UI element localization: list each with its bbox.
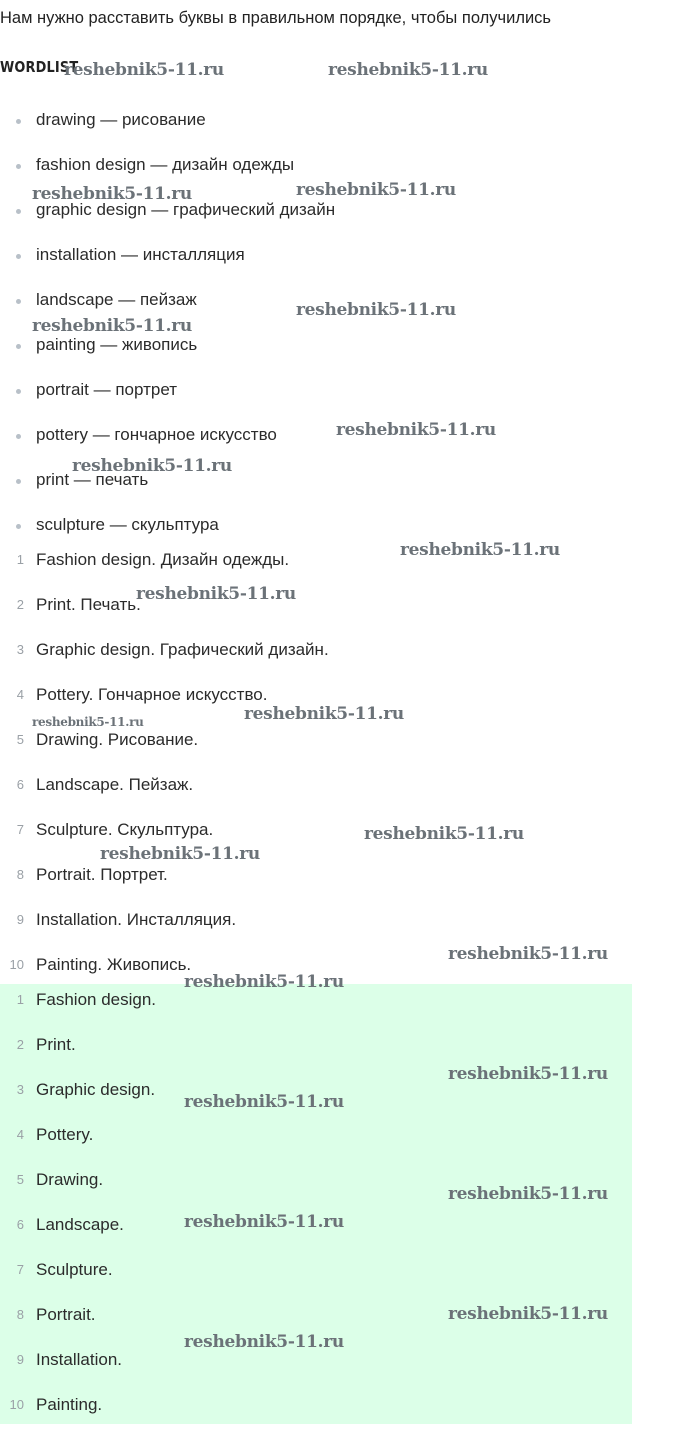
item-number: 5 [16, 1172, 24, 1187]
list-item [0, 196, 632, 226]
list-item [0, 241, 632, 271]
list-item-text: Portrait. [36, 1305, 96, 1324]
bullet-icon [16, 479, 21, 484]
list-item [0, 1031, 632, 1061]
item-number: 3 [16, 1082, 24, 1097]
list-item-text: Graphic design. Графический дизайн. [36, 640, 329, 659]
watermark: reshebnik5-11.ru [400, 540, 560, 560]
item-number: 1 [16, 552, 24, 567]
bullet-icon [16, 524, 21, 529]
list-item-text: Print. [36, 1035, 76, 1054]
list-item [0, 1076, 632, 1106]
list-item [0, 726, 632, 756]
watermark: reshebnik5-11.ru [448, 944, 608, 964]
list-item [0, 861, 632, 891]
list-item-text: print — печать [36, 470, 149, 489]
list-item [0, 986, 632, 1016]
watermark: reshebnik5-11.ru [448, 1064, 608, 1084]
list-item-text: drawing — рисование [36, 110, 206, 129]
list-item [0, 1256, 632, 1286]
item-number: 1 [16, 992, 24, 1007]
list-item-text: Portrait. Портрет. [36, 865, 168, 884]
bullet-icon [16, 209, 21, 214]
item-number: 6 [16, 1217, 24, 1232]
list-item [0, 106, 632, 136]
list-item [0, 286, 632, 316]
watermark: reshebnik5-11.ru [448, 1184, 608, 1204]
watermark: reshebnik5-11.ru [32, 316, 192, 336]
watermark: reshebnik5-11.ru [336, 420, 496, 440]
list-item [0, 591, 632, 621]
item-number: 5 [16, 732, 24, 747]
watermark: reshebnik5-11.ru [364, 824, 524, 844]
watermark: reshebnik5-11.ru [136, 584, 296, 604]
item-number: 9 [16, 1352, 24, 1367]
item-number: 9 [16, 912, 24, 927]
list-item-text: Graphic design. [36, 1080, 156, 1099]
bullet-icon [16, 299, 21, 304]
list-item [0, 1166, 632, 1196]
list-item-text: Fashion design. [36, 990, 157, 1009]
bullet-icon [16, 254, 21, 259]
watermark: reshebnik5-11.ru [296, 300, 456, 320]
bullet-icon [16, 344, 21, 349]
list-item-text: Pottery. [36, 1125, 94, 1144]
list-item [0, 816, 632, 846]
list-item [0, 1211, 632, 1241]
item-number: 4 [16, 687, 24, 702]
item-number: 10 [9, 957, 24, 972]
list-item [0, 1121, 632, 1151]
list-item-text: Sculpture. [36, 1260, 113, 1279]
item-number: 3 [16, 642, 24, 657]
list-item-text: Installation. [36, 1350, 122, 1369]
watermark: reshebnik5-11.ru [184, 1092, 344, 1112]
list-item-text: sculpture — скульптура [36, 515, 219, 534]
list-item-text: fashion design — дизайн одежды [36, 155, 295, 174]
bullet-icon [16, 434, 21, 439]
list-item-text: installation — инсталляция [36, 245, 245, 264]
wordlist-heading: WORDLIST [0, 58, 79, 76]
list-item [0, 636, 632, 666]
watermark: reshebnik5-11.ru [244, 704, 404, 724]
watermark: reshebnik5-11.ru [32, 715, 144, 729]
list-item-text: Sculpture. Скульптура. [36, 820, 214, 839]
list-item-text: Drawing. Рисование. [36, 730, 199, 749]
list-item-text: Painting. Живопись. [36, 955, 192, 974]
list-item-text: Landscape. [36, 1215, 124, 1234]
watermark: reshebnik5-11.ru [184, 972, 344, 992]
list-item [0, 906, 632, 936]
list-item [0, 1301, 632, 1331]
item-number: 7 [16, 822, 24, 837]
item-number: 10 [9, 1397, 24, 1412]
item-number: 7 [16, 1262, 24, 1277]
watermark: reshebnik5-11.ru [64, 60, 224, 80]
list-item-text: pottery — гончарное искусство [36, 425, 277, 444]
bullet-icon [16, 119, 21, 124]
list-item [0, 511, 632, 541]
item-number: 2 [16, 1037, 24, 1052]
item-number: 2 [16, 597, 24, 612]
bullet-icon [16, 164, 21, 169]
list-item [0, 421, 632, 451]
watermark: reshebnik5-11.ru [184, 1332, 344, 1352]
list-item-text: Drawing. [36, 1170, 104, 1189]
list-item-text: portrait — портрет [36, 380, 178, 399]
list-item-text: Print. Печать. [36, 595, 141, 614]
list-item [0, 151, 632, 181]
list-item [0, 1391, 632, 1421]
list-item-text: Landscape. Пейзаж. [36, 775, 194, 794]
watermark: reshebnik5-11.ru [448, 1304, 608, 1324]
watermark: reshebnik5-11.ru [328, 60, 488, 80]
list-item [0, 951, 632, 981]
item-number: 4 [16, 1127, 24, 1142]
list-item [0, 546, 632, 576]
list-item-text: Installation. Инсталляция. [36, 910, 237, 929]
list-item [0, 1346, 632, 1376]
watermark: reshebnik5-11.ru [32, 184, 192, 204]
list-item [0, 771, 632, 801]
item-number: 6 [16, 777, 24, 792]
list-item-text: Painting. [36, 1395, 103, 1414]
list-item-text: Fashion design. Дизайн одежды. [36, 550, 290, 569]
item-number: 8 [16, 867, 24, 882]
list-item [0, 376, 632, 406]
list-item-text: Pottery. Гончарное искусство. [36, 685, 268, 704]
bullet-icon [16, 389, 21, 394]
list-item-text: painting — живопись [36, 335, 198, 354]
item-number: 8 [16, 1307, 24, 1322]
watermark: reshebnik5-11.ru [184, 1212, 344, 1232]
list-item [0, 681, 632, 711]
list-item-text: graphic design — графический дизайн [36, 200, 336, 219]
intro-text: Нам нужно расставить буквы в правильном порядке, чтобы получились [0, 9, 552, 27]
watermark: reshebnik5-11.ru [296, 180, 456, 200]
list-item-text: landscape — пейзаж [36, 290, 197, 309]
list-item [0, 331, 632, 361]
list-item [0, 466, 632, 496]
watermark: reshebnik5-11.ru [72, 456, 232, 476]
watermark: reshebnik5-11.ru [100, 844, 260, 864]
